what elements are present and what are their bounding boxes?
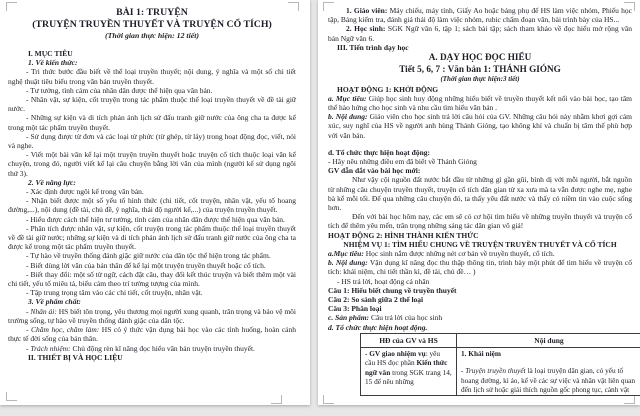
text-run: II. THIẾT BỊ VÀ HỌC LIỆU [28,352,123,362]
text-run: 2. Học sinh: [346,24,386,34]
text-run: 2. Về năng lực: [28,177,76,187]
paragraph [328,313,632,322]
paragraph [328,323,632,332]
text-run: HOẠT ĐỘNG 1: KHỞI ĐỘNG [337,84,439,94]
text-run: HS có ý thức vận dụng bài học vào các tình huống, hoàn cảnh thực tế đời sống của bản thân. [8,325,296,344]
text-run: - Tập trung trọng tâm vào các chi tiết, cốt truyện, nhân vật. [26,288,203,298]
text-run: Đến với bài học hôm nay, các em sẽ có cơ hội tìm hiểu về những truyền thuyết và truyện cổ tích để thêm yêu mến, trân trọng những sáng tác dân gian vô giá! [328,212,632,231]
text-run: Tiết 5, 6, 7 : Văn bản 1: THÁNH GIÓNG [399,63,561,74]
text-run: - Sử dụng được từ đơn và các loại từ phức (từ ghép, từ láy) trong hoạt động đọc, viết, nói và nghe. [8,131,296,151]
paragraph [328,24,632,42]
text-run: Chủ động rèn kĩ năng đọc hiểu văn bản truyện truyền thuyết. [70,343,255,353]
table-cell [361,347,457,396]
paragraph [8,270,296,288]
table-header-cell [361,333,457,347]
text-run: I. MỤC TIÊU [28,49,73,58]
text-run: (Thời gian thực hiện: 12 tiết) [105,31,199,40]
text-run: - Hãy nêu những điều em đã biết về Thánh Gióng [328,156,477,166]
paragraph [8,86,296,95]
paragraph [8,7,296,19]
blank-line [461,358,637,366]
text-run: 1. Về kiến thức: [28,58,78,68]
paragraph [328,304,632,313]
text-run: Như vậy cội nguồn đất nước bắt đầu từ những gì gần gũi, bình dị với mỗi người, bắt nguồn từ những câu chuyện truyền thuyết, truyện cổ tích dân gian từ xa xưa mà ta vẫn được nghe mẹ, nghe bà kể mỗi tối. Để qua những câu chuyện đó, ta thấy yêu đất nước và thấy có niềm tin vào cuộc sống hơn. [328,175,632,212]
text-run: (TRUYỆN TRUYỀN THUYẾT VÀ TRUYỆN CỔ TÍCH) [32,19,272,30]
text-run: Giáo viên cho học sinh trả lời câu hỏi của GV. Những câu hỏi này nhằm khơi gợi cảm xúc, suy nghĩ của HS về người anh hùng Thánh Gióng, tạo không khí và chuẩn bị tâm thế phù hợp với văn bản. [328,112,633,140]
text-run: - Nhận biết được một số yếu tố hình thức (chi tiết, cốt truyện, nhân vật, yếu tố hoang đường,...), nội dung (đề tài, chủ đề, ý nghĩa, thái độ người kể,...) của truyện truyền thuyết. [8,196,296,215]
page-2[interactable] [318,0,640,405]
paragraph [8,344,296,353]
text-run: - Những sự kiện và di tích phản ánh lịch sử đấu tranh giữ nước của ông cha ta được kể trong một tác phẩm truyền thuyết. [8,113,296,132]
text-run: 1. Giáo viên: [346,6,388,15]
paragraph [8,31,296,41]
text-run: Câu 1: Hiểu biết chung về truyền thuyết [328,285,457,295]
paragraph [461,366,637,394]
paragraph [328,295,632,304]
paragraph [365,349,452,387]
table-row [361,347,640,396]
paragraph [8,251,296,260]
paragraph [8,215,296,224]
paragraph [8,307,296,325]
text-run: c. Sản phẩm: [328,313,370,323]
text-run: - [461,366,466,376]
text-run: - Nhân vật, sự kiện, cốt truyện trong tác phẩm thuộc thể loại truyền thuyết về đề tài giữ nước. [8,95,296,114]
paragraph [8,261,296,270]
paragraph [328,85,632,94]
paragraph [8,224,296,252]
paragraph [328,64,632,76]
table-header-row [361,333,640,347]
text-run: - GV giao nhiệm vụ [365,348,426,358]
paragraph [328,6,632,24]
paragraph [8,113,296,131]
paragraph [8,297,296,306]
paragraph [328,286,632,295]
text-run: Kiến thức ngữ văn [365,358,448,377]
paragraph [461,349,637,358]
table-header-cell [457,333,640,347]
text-run: III. Tiến trình dạy học [337,42,409,52]
paragraph [328,43,632,52]
text-run: - Chăm học, chăm làm: [26,325,100,335]
text-run: b. Nội dung: [328,258,368,268]
paragraph [328,175,632,212]
paragraph [328,52,632,64]
paragraph [328,166,632,175]
text-run: HS biết tôn trọng, yêu thương mọi người xung quanh, trân trọng và bảo vệ môi trường sống, tự hào về truyền thống đánh giặc của dân tộc. [8,306,296,325]
paragraph [8,58,296,67]
text-run: Câu trả lời của học sinh [369,313,443,323]
paragraph [328,112,632,140]
text-run: d. Tổ chức thực hiện hoạt động: [328,147,431,157]
text-run: Vận dụng kĩ năng đọc thu thập thông tin, trình bày một phút để tìm hiểu về truyện cổ tích: khái niệm, chi tiết thần kì, đề tài, chủ đề… ) [328,258,633,277]
text-run: A. DẠY HỌC ĐỌC HIỂU [428,52,532,63]
text-run: - Biết dùng lời văn của bản thân để kể lại một truyện truyền thuyết hoặc cổ tích. [26,260,266,270]
paragraph [8,132,296,150]
paragraph [328,249,632,258]
page-1-content [0,0,310,405]
text-run: HĐ của GV và HS [379,335,438,345]
table-cell [457,347,640,396]
paragraph [8,196,296,214]
text-run: Câu 3: Phân loại [328,304,382,314]
paragraph [8,288,296,297]
paragraph [8,325,296,343]
paragraph [328,240,632,249]
paragraph [328,277,632,286]
paragraph [8,67,296,85]
paragraph [328,157,632,166]
text-run: BÀI 1: TRUYỆN [116,7,188,18]
text-run: - Tri thức bước đầu biết về thể loại truyền thuyết; nội dung, ý nghĩa và một số chi tiết nghệ thuật tiêu biểu trong văn bản truyền thuyết. [8,67,296,86]
paragraph [328,231,632,240]
text-run: - Tư tưởng, tình cảm của nhân dân được thể hiện qua văn bản. [26,85,213,95]
text-run: - Nhân ái: [26,306,57,316]
page-2-content [318,0,640,405]
text-run: 3. Về phẩm chất: [28,297,81,307]
text-run: (Thời gian thực hiện:3 tiết) [440,75,520,84]
page-1[interactable] [0,0,310,405]
text-run: - Xác định được ngôi kể trong văn bản. [26,187,144,197]
text-run: a.Mục tiêu: [328,248,364,258]
text-run: - Tự hào về truyền thống đánh giặc giữ nước của dân tộc thể hiện trong tác phẩm. [26,251,271,261]
text-run: Học sinh nắm được những nét cơ bản về truyền thuyết, cổ tích. [363,248,555,258]
text-run: - HS trả lời, hoạt động cá nhân [337,276,430,286]
text-run: trong SGK trang 14, 15 để nêu những [365,367,452,387]
text-run: SGK Ngữ văn 6, tập 1; sách bài tập; sách tham khảo về đọc hiểu mở rộng văn bản Ngữ văn 6. [328,24,632,43]
paragraph [8,353,296,362]
paragraph [328,75,632,85]
text-run: NHIỆM VỤ 1: TÌM HIỂU CHUNG VỀ TRUYỆN TRUYỀN THUYẾT VÀ CỔ TÍCH [343,239,617,249]
activity-table [360,333,640,397]
paragraph [8,178,296,187]
text-run: b. Nội dung: [328,112,368,122]
text-run: - Biết thay đổi: một số từ ngữ, cách đặt câu, thay đổi kết thúc truyện và biết thêm một vài chi tiết, yếu tố miêu tả, biểu cảm theo trí tưởng tượng của mình. [8,269,296,289]
text-run: : yêu cầu HS đọc phần [365,348,441,368]
text-run: Máy chiếu, máy tính, Giấy Ao hoặc bảng phụ để HS làm việc nhóm, Phiếu học tập, Bảng kiểm tra, đánh giá thái độ làm việc nhóm, rubic chấm đoạn văn, bài trình bày của HS... [328,6,632,25]
paragraph [8,49,296,58]
text-run: d. Tổ chức thực hiện hoạt động. [328,322,428,332]
text-run: Truyện truyền thuyết [465,366,526,376]
text-run: Câu 2: So sánh giữa 2 thể loại [328,294,424,304]
text-run: - Viết một bài văn kể lại một truyện truyền thuyết hoặc truyện cổ tích thuộc loại văn kể chuyện, trong đó, người viết kể lại câu chuyện bằng lời văn của mình (người kể sử dụng ngôi thứ 3). [8,150,296,178]
paragraph [8,150,296,178]
text-run: là loại truyện dân gian, có yếu tố hoang đường, kì ảo, kể về các sự việc và nhân vật liên quan đến lịch sử hoặc giải thích nguồn gốc phong tục, cảnh vật [461,366,636,395]
paragraph [328,148,632,157]
blank-line [328,140,632,148]
text-run: 1. Khái niệm [461,348,501,358]
blank-line [8,41,296,49]
paragraph [8,95,296,113]
text-run: - Trách nhiệm: [26,343,71,353]
text-run: GV dẫn dắt vào bài học mới: [328,166,421,176]
paragraph [328,258,632,276]
paragraph [8,187,296,196]
paragraph [8,19,296,31]
paragraph [328,94,632,112]
text-run: a. Mục tiêu: [328,93,367,103]
text-run: Giúp học sinh huy động những hiểu biết về truyền thuyết kết nối vào bài học, tạo tâm thế hào hứng cho học sinh và nhu cầu tìm hiểu văn bản . [328,93,632,112]
text-run: - Hiểu được cách thể hiện tư tưởng, tình cảm của nhân dân được thể hiện qua văn bản. [26,214,285,224]
text-run: - Phân tích được nhân vật, sự kiện, cốt truyện trong tác phẩm thuộc thể loại truyền thuyết về đề tài giữ nước; những sự kiện và di tích phản ánh lịch sử đấu tranh giữ nước của ông cha ta được kể trong một tác phẩm truyền thuyết. [8,223,296,252]
paragraph [328,212,632,230]
text-run: HOẠT ĐỘNG 2: HÌNH THÀNH KIẾN THỨC [328,230,479,240]
text-run: Nội dung [534,335,564,345]
